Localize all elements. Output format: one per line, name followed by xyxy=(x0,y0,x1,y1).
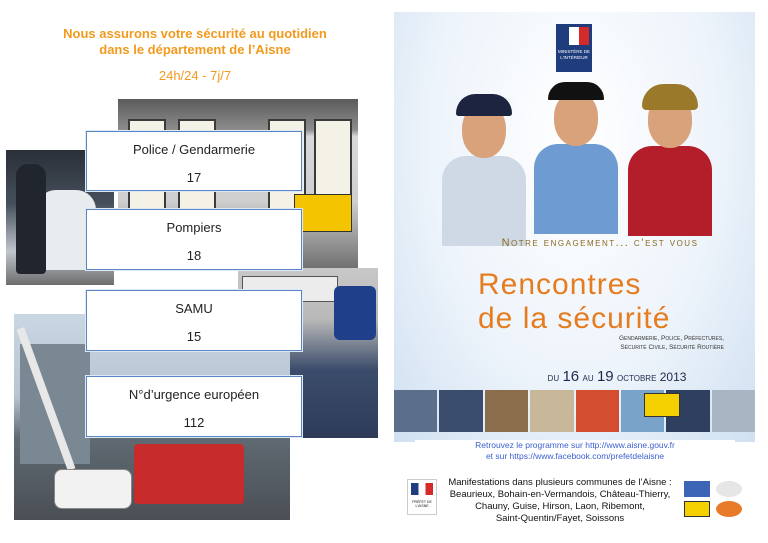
firefighter-figure xyxy=(626,84,716,234)
emergency-service-label: Pompiers xyxy=(166,220,222,235)
manif-line-4: Saint-Quentin/Fayet, Soissons xyxy=(495,513,625,524)
photo-strip xyxy=(394,390,755,432)
strip-photo xyxy=(485,390,528,432)
partner-logo-icon xyxy=(716,481,742,497)
availability-text: 24h/24 - 7j/7 xyxy=(158,68,232,83)
program-link-website[interactable]: Retrouvez le programme sur http://www.aisne.gouv.fr xyxy=(475,440,675,450)
road-safety-sign xyxy=(294,194,352,232)
poster-title-line-1: Rencontres xyxy=(478,268,642,301)
gendarme-figure xyxy=(532,82,618,232)
manif-line-3: Chauny, Guise, Hirson, Laon, Ribemont, xyxy=(475,501,645,512)
fire-helmet-icon xyxy=(642,84,698,110)
french-flag-icon xyxy=(411,483,433,495)
rider xyxy=(16,164,46,274)
gendarmerie-badge-icon xyxy=(334,286,376,340)
emergency-service-label: SAMU xyxy=(175,301,213,316)
headline-line-2: dans le département de l’Aisne xyxy=(99,42,291,57)
strip-photo xyxy=(576,390,619,432)
services-line-2: Sécurité Civile, Sécurité Routière xyxy=(620,344,724,351)
strip-photo xyxy=(530,390,573,432)
emergency-number: 18 xyxy=(186,248,202,263)
program-links xyxy=(415,440,735,464)
manifestations-text xyxy=(448,477,672,525)
fire-truck xyxy=(134,444,244,504)
road-safety-sign-icon xyxy=(644,393,680,417)
road-safety-logo-icon xyxy=(684,501,710,517)
french-flag-icon xyxy=(559,27,589,45)
headline-line-1: Nous assurons votre sécurité au quotidien xyxy=(63,26,327,41)
emergency-card-police xyxy=(86,131,302,191)
uniform xyxy=(534,144,618,234)
face xyxy=(554,92,598,146)
emergency-card-european xyxy=(86,376,302,437)
manif-line-2: Beaurieux, Bohain-en-Vermandois, Château-Thierry, xyxy=(449,489,671,500)
poster-services xyxy=(574,334,724,352)
emergency-card-pompiers xyxy=(86,209,302,270)
prefet-logo-text: PRÉFET DE L'AISNE xyxy=(412,500,432,508)
partner-logo-icon xyxy=(716,501,742,517)
ministry-logo xyxy=(556,24,592,72)
dates-mid: au xyxy=(582,370,594,384)
strip-photo xyxy=(394,390,437,432)
police-cap-icon xyxy=(456,94,512,116)
services-line-1: Gendarmerie, Police, Préfectures, xyxy=(619,335,724,342)
uniform xyxy=(442,156,526,246)
emergency-number: 15 xyxy=(186,329,202,344)
dates-end: 19 xyxy=(596,368,614,385)
poster-title-line-2: de la sécurité xyxy=(478,302,671,335)
strip-photo xyxy=(439,390,482,432)
strip-photo xyxy=(712,390,755,432)
dates-suffix: octobre 2013 xyxy=(616,370,687,384)
emergency-number: 112 xyxy=(183,415,205,430)
dates-prefix: du xyxy=(547,370,560,384)
gendarme-cap-icon xyxy=(548,82,604,100)
emergency-service-label: N°d’urgence européen xyxy=(128,387,260,402)
dates-start: 16 xyxy=(562,368,580,385)
partner-logo-icon xyxy=(684,481,710,497)
police-car xyxy=(54,469,132,509)
event-dates xyxy=(492,368,742,385)
emergency-service-label: Police / Gendarmerie xyxy=(132,142,256,157)
headline xyxy=(30,26,360,58)
emergency-number: 17 xyxy=(186,170,202,185)
emergency-card-samu xyxy=(86,290,302,351)
poster-title xyxy=(478,268,698,336)
manif-line-1: Manifestations dans plusieurs communes de l’Aisne : xyxy=(448,477,672,488)
police-officer-figure xyxy=(440,94,528,234)
program-link-facebook[interactable]: et sur https://www.facebook.com/prefetdelaisne xyxy=(485,451,665,461)
ministry-logo-text: MINISTÈRE DE L'INTÉRIEUR xyxy=(557,49,590,60)
uniform xyxy=(628,146,712,236)
prefet-logo xyxy=(407,479,437,515)
poster-tagline: Notre engagement... c’est vous xyxy=(501,237,699,249)
event-poster xyxy=(394,12,755,442)
